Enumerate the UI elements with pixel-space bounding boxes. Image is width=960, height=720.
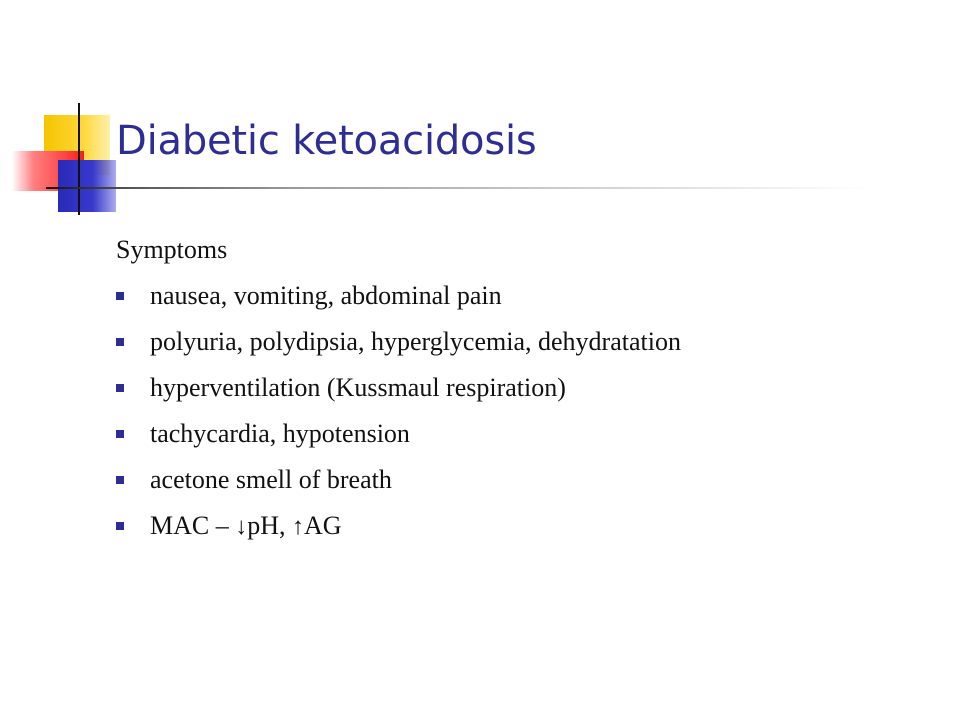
arrow-up-icon: ↑ — [292, 514, 305, 540]
decor-blue-square — [58, 160, 116, 212]
list-item — [116, 461, 681, 507]
bullet-text-mid: pH, — [247, 511, 293, 540]
section-label: Symptoms — [116, 235, 228, 264]
list-item — [116, 323, 681, 369]
square-bullet-icon — [116, 338, 124, 346]
list-item — [116, 507, 681, 553]
square-bullet-icon — [116, 430, 124, 438]
list-item — [116, 277, 681, 323]
list-item — [116, 415, 681, 461]
bullet-text: acetone smell of breath — [150, 465, 392, 494]
bullet-text: tachycardia, hypotension — [150, 419, 410, 448]
slide-title: Diabetic ketoacidosis — [116, 118, 537, 164]
bullet-text: polyuria, polydipsia, hyperglycemia, dehydratation — [150, 327, 681, 356]
bullet-text: hyperventilation (Kussmaul respiration) — [150, 373, 566, 402]
square-bullet-icon — [116, 522, 124, 530]
square-bullet-icon — [116, 476, 124, 484]
list-item — [116, 369, 681, 415]
arrow-down-icon: ↓ — [235, 514, 248, 540]
bullet-text-prefix: MAC – — [150, 511, 236, 540]
square-bullet-icon — [116, 292, 124, 300]
title-underline — [46, 187, 866, 189]
decor-vertical-line — [78, 103, 80, 215]
bullet-list — [116, 277, 681, 553]
square-bullet-icon — [116, 384, 124, 392]
bullet-text-suffix: AG — [304, 511, 342, 540]
bullet-text: nausea, vomiting, abdominal pain — [150, 281, 502, 310]
